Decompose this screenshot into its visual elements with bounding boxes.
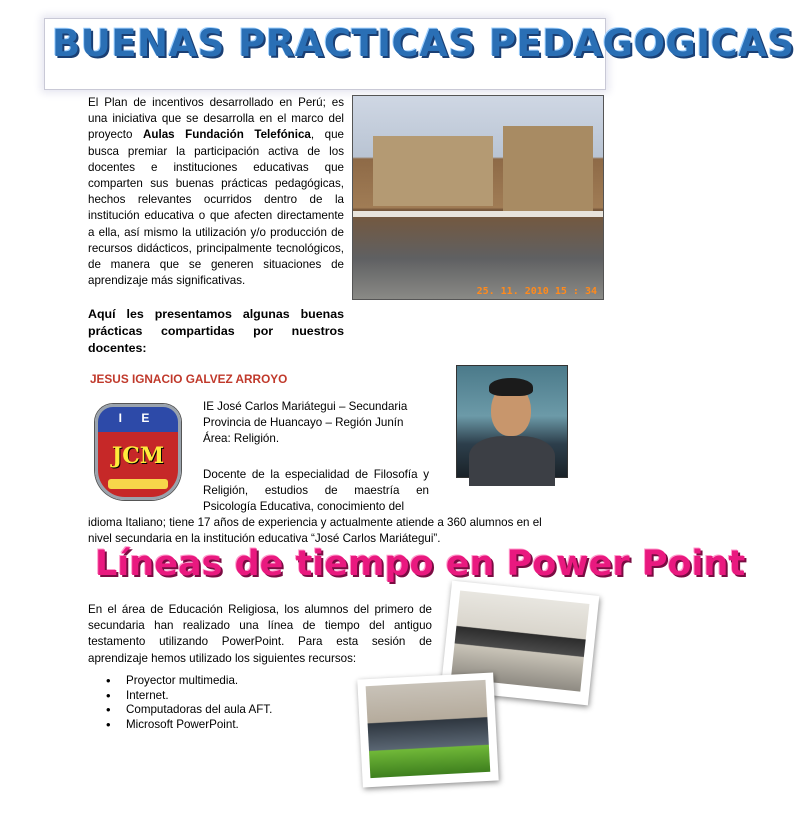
photo-date-stamp: 25. 11. 2010 15 : 34 <box>476 286 597 297</box>
teacher-bio-part-1: Docente de la especialidad de Filosofía y Religión, estudios de maestría en Psicología Educativa, conocimiento del <box>203 468 429 514</box>
portrait-body <box>469 436 555 486</box>
project-name: Aulas Fundación Telefónica <box>143 128 311 142</box>
teacher-name: JESUS IGNACIO GALVEZ ARROYO <box>90 372 288 386</box>
list-item: • Microsoft PowerPoint. <box>88 718 272 733</box>
intro-text-2: , que busca premiar la participación activa de los docentes e instituciones educativas que comparten sus buenas prácticas pedagógicas, hechos relevantes ocurridos dentro de la institución educativa o que afecten directamente a ella, así mismo la utilización y/o producción de recursos didácticos, principalmente tecnológicos, de manera que se generen situaciones de aprendizaje más significativas. <box>88 128 344 288</box>
list-item: • Internet. <box>88 689 272 704</box>
practice-description: En el área de Educación Religiosa, los alumnos del primero de secundaria han realizado una línea de tiempo del antiguo testamento utilizando PowerPoint. Para esta sesión de aprendizaje hemos utilizado los siguientes recursos: <box>88 603 432 665</box>
intro-lead: Aquí les presentamos algunas buenas prácticas compartidas por nuestros docentes: <box>88 307 344 355</box>
page-title: BUENAS PRACTICAS PEDAGOGICAS <box>52 22 795 65</box>
school-logo <box>95 404 181 500</box>
teacher-info <box>203 399 407 447</box>
logo-jcm-text: JCM <box>111 443 165 469</box>
teacher-bio-part-2: idioma Italiano; tiene 17 años de experiencia y actualmente atiende a 360 alumnos en el nivel secundaria en la institución educativa “José Carlos Mariátegui”. <box>88 516 542 546</box>
school-building-photo <box>352 95 604 300</box>
teacher-location: Provincia de Huancayo – Región Junín <box>203 416 404 429</box>
list-item: • Proyector multimedia. <box>88 674 272 689</box>
teacher-school: IE José Carlos Mariátegui – Secundaria <box>203 400 408 413</box>
portrait-hair <box>489 378 533 396</box>
classroom-photo-2 <box>357 673 498 788</box>
intro-paragraph <box>88 95 344 289</box>
teacher-area: Área: Religión. <box>203 432 280 445</box>
list-item: • Computadoras del aula AFT. <box>88 703 272 718</box>
logo-ie-text: I E <box>118 411 158 425</box>
teacher-portrait <box>456 365 568 478</box>
resources-list <box>88 674 272 732</box>
intro-text-1: El Plan de incentivos desarrollado en Perú; es una iniciativa que se desarrolla en el marco del proyecto <box>88 96 344 142</box>
logo-ribbon <box>108 479 168 489</box>
practice-title: Líneas de tiempo en Power Point <box>95 544 746 584</box>
